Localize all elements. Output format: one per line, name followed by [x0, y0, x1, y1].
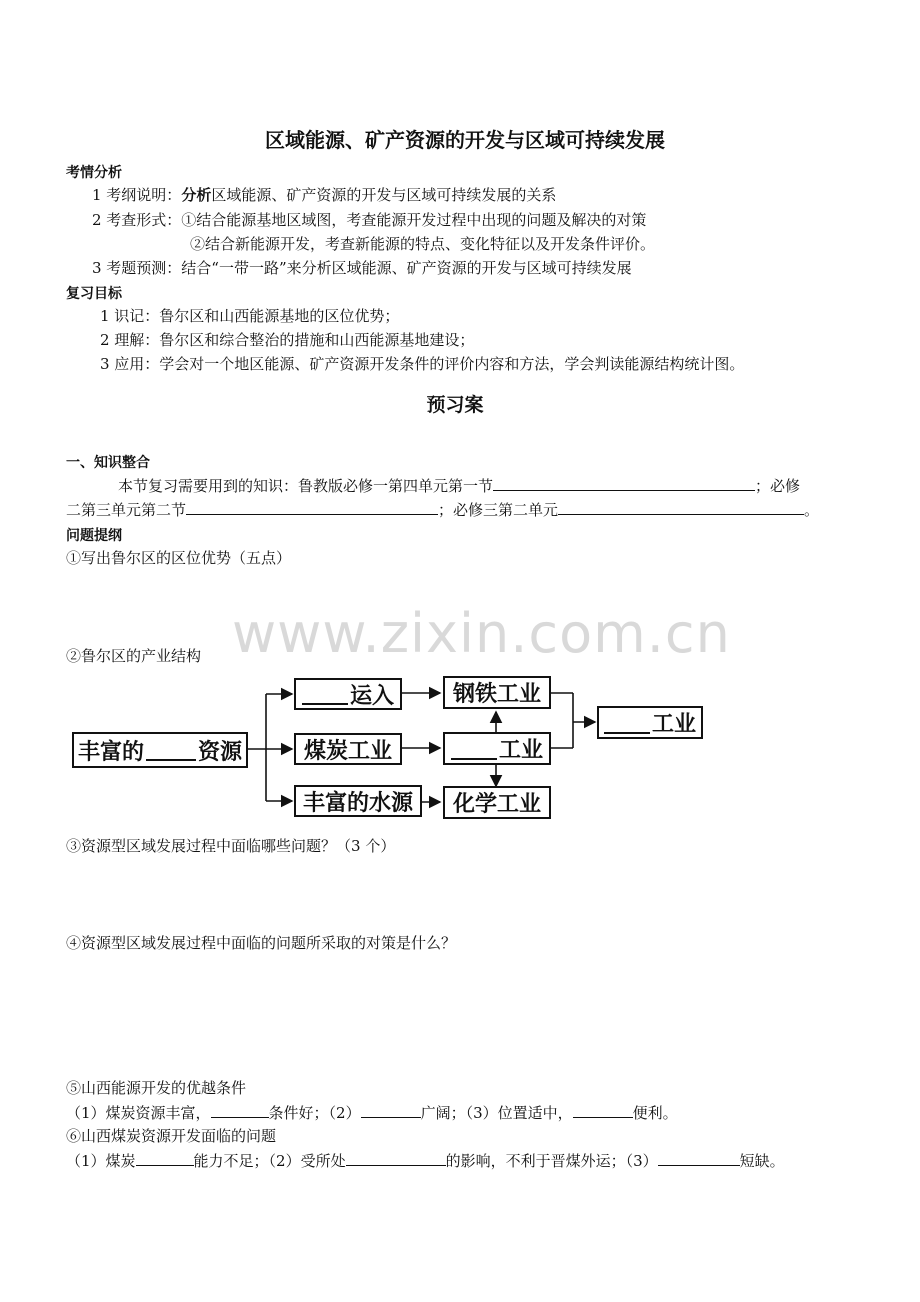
- question-4: ④资源型区域发展过程中面临的问题所采取的对策是什么？: [66, 934, 457, 952]
- zhishi-p2b: ；必修三第二单元: [438, 501, 559, 519]
- kaoqing-l1-bold: 分析: [181, 186, 212, 204]
- zhishi-p2a: 二第三单元第二节: [66, 501, 187, 519]
- blank-q6-2[interactable]: [346, 1149, 446, 1166]
- zhishi-p1b: ；必修: [755, 477, 801, 495]
- wenti-heading: 问题提纲: [66, 528, 122, 544]
- blank-q6-3[interactable]: [658, 1149, 740, 1166]
- page-title: 区域能源、矿产资源的开发与区域可持续发展: [265, 128, 665, 152]
- fuxi-line-2: 2 理解：鲁尔区和综合整治的措施和山西能源基地建设；: [100, 331, 475, 349]
- box-rich-resource-label-b: 资源: [198, 739, 243, 765]
- q5-c: 广阔；（3）位置适中，: [420, 1104, 573, 1122]
- blank-q6-1[interactable]: [136, 1149, 194, 1166]
- question-2: ②鲁尔区的产业结构: [66, 647, 202, 665]
- box-mid-industry: [443, 732, 551, 765]
- question-5-line: [66, 1101, 678, 1124]
- box-steel-industry: 钢铁工业: [443, 676, 551, 709]
- box-coal-industry: 煤炭工业: [294, 733, 402, 765]
- box-transport-label: 运入: [349, 683, 394, 709]
- blank-final-industry[interactable]: [604, 712, 650, 734]
- kaoqing-line-3: ②结合新能源开发，考查新能源的特点、变化特征以及开发条件评价。: [190, 235, 656, 253]
- box-mid-label: 工业: [498, 738, 543, 763]
- q6-b: 能力不足；（2）受所处: [193, 1152, 346, 1170]
- question-1: ①写出鲁尔区的区位优势（五点）: [66, 549, 292, 567]
- watermark: www.zixin.com.cn: [232, 602, 731, 665]
- blank-transport[interactable]: [302, 683, 348, 705]
- box-rich-resource: [72, 732, 248, 768]
- q5-d: 便利。: [632, 1104, 678, 1122]
- fuxi-line-1: 1 识记：鲁尔区和山西能源基地的区位优势；: [100, 307, 400, 325]
- kaoqing-heading: 考情分析: [66, 165, 122, 181]
- zhishi-p2c: 。: [804, 501, 820, 519]
- q6-a: （1）煤炭: [66, 1152, 136, 1170]
- blank-mid-industry[interactable]: [451, 738, 497, 760]
- kaoqing-l1-prefix: 1 考纲说明：: [92, 186, 182, 204]
- q6-c: 的影响，不利于晋煤外运；（3）: [445, 1152, 658, 1170]
- q6-d: 短缺。: [739, 1152, 785, 1170]
- blank-q5-3[interactable]: [573, 1101, 633, 1118]
- box-chemical-industry: 化学工业: [443, 786, 551, 819]
- box-rich-resource-label-a: 丰富的: [77, 739, 144, 765]
- kaoqing-l1-rest: 区域能源、矿产资源的开发与区域可持续发展的关系: [211, 186, 557, 204]
- kaoqing-line-2: 2 考查形式：①结合能源基地区域图，考查能源开发过程中出现的问题及解决的对策: [92, 211, 647, 229]
- fuxi-heading: 复习目标: [66, 286, 122, 302]
- question-3: ③资源型区域发展过程中面临哪些问题？（3 个）: [66, 837, 396, 855]
- zhishi-heading: 一、知识整合: [66, 455, 150, 471]
- blank-resource[interactable]: [146, 739, 196, 761]
- blank-q5-2[interactable]: [361, 1101, 421, 1118]
- kaoqing-line-4: 3 考题预测：结合“一带一路”来分析区域能源、矿产资源的开发与区域可持续发展: [92, 259, 632, 277]
- question-6-heading: ⑥山西煤炭资源开发面临的问题: [66, 1127, 277, 1145]
- question-5-heading: ⑤山西能源开发的优越条件: [66, 1079, 247, 1097]
- box-final-industry: [597, 706, 703, 739]
- box-transport-in: [294, 678, 402, 710]
- fuxi-line-3: 3 应用：学会对一个地区能源、矿产资源开发条件的评价内容和方法，学会判读能源结构统计图。: [100, 355, 745, 373]
- blank-q5-1[interactable]: [211, 1101, 269, 1118]
- question-6-line: [66, 1149, 785, 1172]
- box-final-label: 工业: [651, 712, 696, 737]
- box-rich-water: 丰富的水源: [294, 785, 422, 817]
- zhishi-p1a: 本节复习需要用到的知识：鲁教版必修一第四单元第一节: [118, 477, 494, 495]
- q5-a: （1）煤炭资源丰富，: [66, 1104, 211, 1122]
- q5-b: 条件好；（2）: [268, 1104, 361, 1122]
- yuxi-title: 预习案: [426, 394, 484, 416]
